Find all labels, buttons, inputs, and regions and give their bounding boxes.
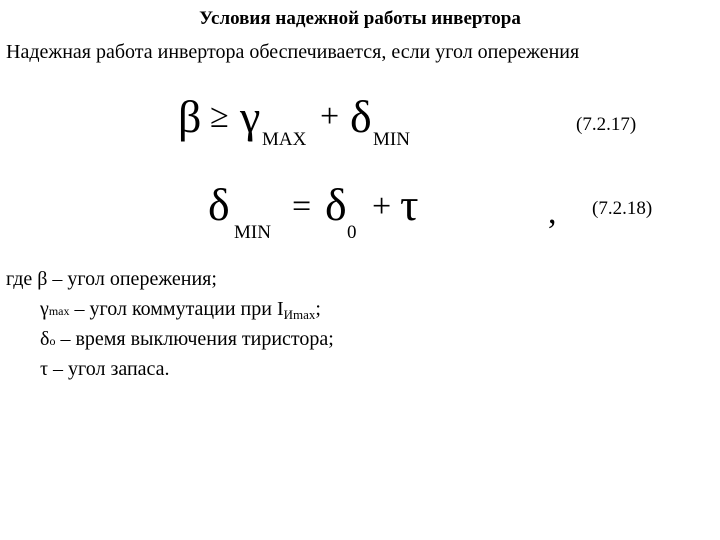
def-delta-symbol: δ xyxy=(40,328,50,350)
def-gamma-current-sub: Иmax xyxy=(283,307,316,322)
eq1-beta: β xyxy=(178,91,202,142)
eq2-number: (7.2.18) xyxy=(592,198,653,219)
eq2-delta0: δ xyxy=(325,179,347,230)
def-gamma-text: – угол коммутации при I xyxy=(69,298,284,320)
eq1-gamma: γ xyxy=(240,91,261,142)
def-tau: τ – угол запаса. xyxy=(40,358,170,380)
eq2-tau: τ xyxy=(400,179,419,230)
def-delta-text: – время выключения тиристора; xyxy=(55,328,334,350)
eq1-delta-sub: MIN xyxy=(373,129,410,150)
page-title: Условия надежной работы инвертора xyxy=(199,8,521,29)
eq1-number: (7.2.17) xyxy=(576,114,637,135)
eq1-plus: + xyxy=(320,98,340,135)
eq1-delta: δ xyxy=(350,91,372,142)
def-gamma-sub: max xyxy=(48,304,70,318)
eq2-delta0-sub: 0 xyxy=(347,222,357,243)
def-beta: где β – угол опережения; xyxy=(6,268,217,290)
eq2-delta-sub: MIN xyxy=(234,222,271,243)
eq2-delta: δ xyxy=(208,179,230,230)
eq2-comma: , xyxy=(548,194,557,231)
eq1-geq: ≥ xyxy=(210,98,229,135)
def-delta xyxy=(40,324,334,356)
eq2-equals: = xyxy=(292,188,312,225)
def-gamma-symbol: γ xyxy=(40,298,49,320)
eq1-gamma-sub: MAX xyxy=(262,129,307,150)
def-gamma-end: ; xyxy=(315,298,321,320)
eq2-plus: + xyxy=(372,188,392,225)
def-gamma xyxy=(40,294,321,326)
intro-paragraph: Надежная работа инвертора обеспечивается, если угол опережения xyxy=(6,41,580,63)
def-delta-sub: o xyxy=(49,334,56,348)
